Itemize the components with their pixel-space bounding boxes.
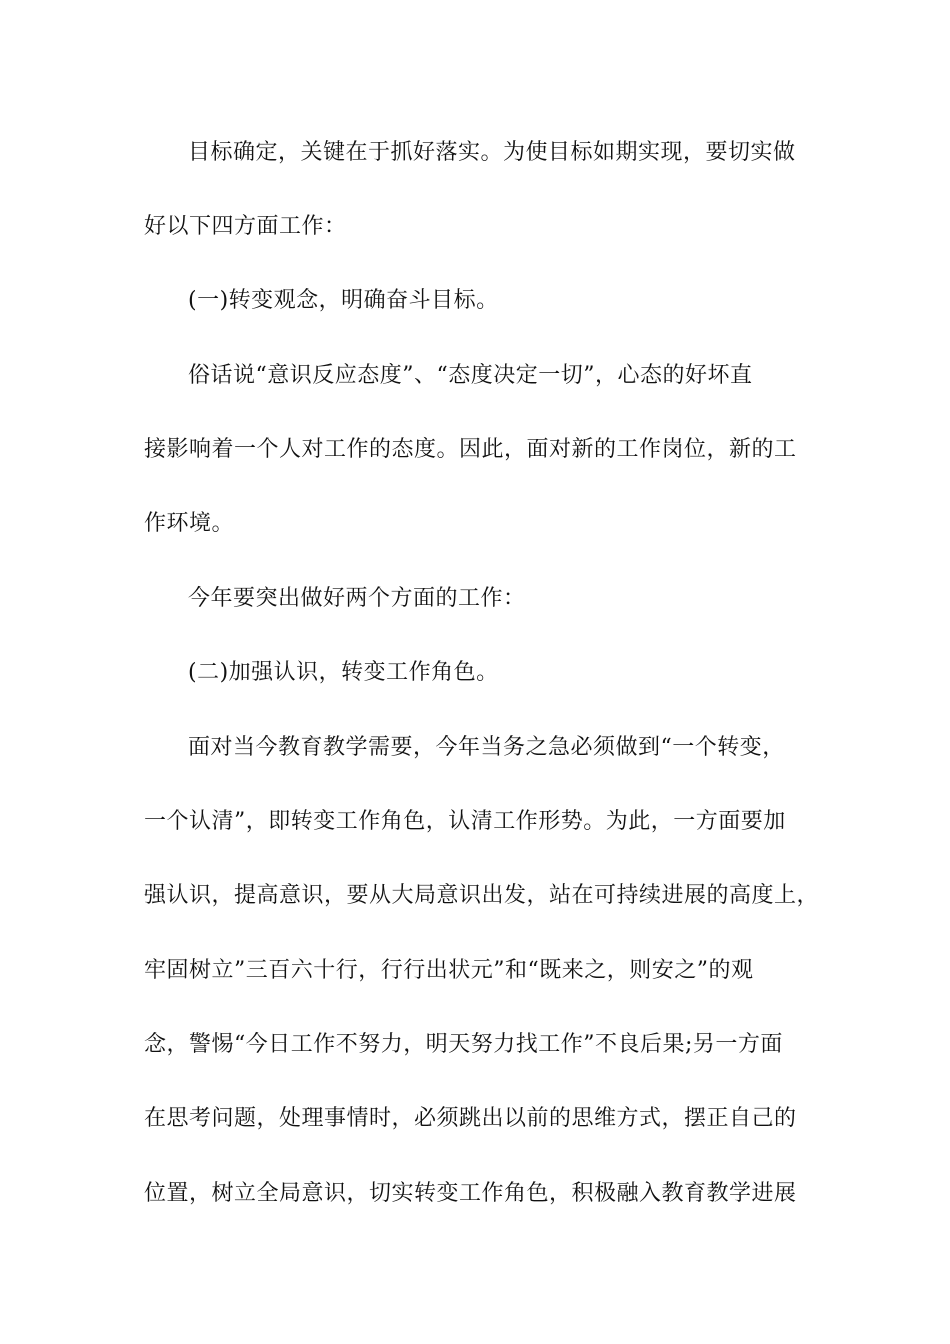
section-heading-1: (一)转变观念，明确奋斗目标。 bbox=[188, 288, 499, 313]
paragraph-4-line-7: 位置，树立全局意识，切实转变工作角色，积极融入教育教学进展 bbox=[144, 1181, 797, 1206]
paragraph-2-line-3: 作环境。 bbox=[144, 511, 235, 536]
paragraph-3-line-1: 今年要突出做好两个方面的工作： bbox=[188, 586, 526, 611]
paragraph-1-line-2: 好以下四方面工作： bbox=[144, 214, 347, 239]
paragraph-2-line-2: 接影响着一个人对工作的态度。因此，面对新的工作岗位，新的工 bbox=[144, 437, 797, 462]
paragraph-4-line-2: 一个认清”，即转变工作角色，认清工作形势。为此，一方面要加 bbox=[144, 809, 786, 834]
paragraph-4-line-3: 强认识，提高意识，要从大局意识出发，站在可持续进展的高度上， bbox=[144, 883, 820, 908]
paragraph-4-line-5: 念，警惕“今日工作不努力，明天努力找工作”不良后果;另一方面 bbox=[144, 1032, 783, 1057]
paragraph-4-line-4: 牢固树立”三百六十行，行行出状元”和“既来之，则安之”的观 bbox=[144, 958, 754, 983]
section-heading-2: (二)加强认识，转变工作角色。 bbox=[188, 660, 499, 685]
paragraph-1-line-1: 目标确定，关键在于抓好落实。为使目标如期实现，要切实做 bbox=[188, 140, 796, 165]
paragraph-4-line-6: 在思考问题，处理事情时，必须跳出以前的思维方式，摆正自己的 bbox=[144, 1106, 797, 1131]
paragraph-4-line-1: 面对当今教育教学需要，今年当务之急必须做到“一个转变， bbox=[188, 735, 785, 760]
paragraph-2-line-1: 俗话说“意识反应态度”、“态度决定一切”，心态的好坏直 bbox=[188, 363, 753, 388]
